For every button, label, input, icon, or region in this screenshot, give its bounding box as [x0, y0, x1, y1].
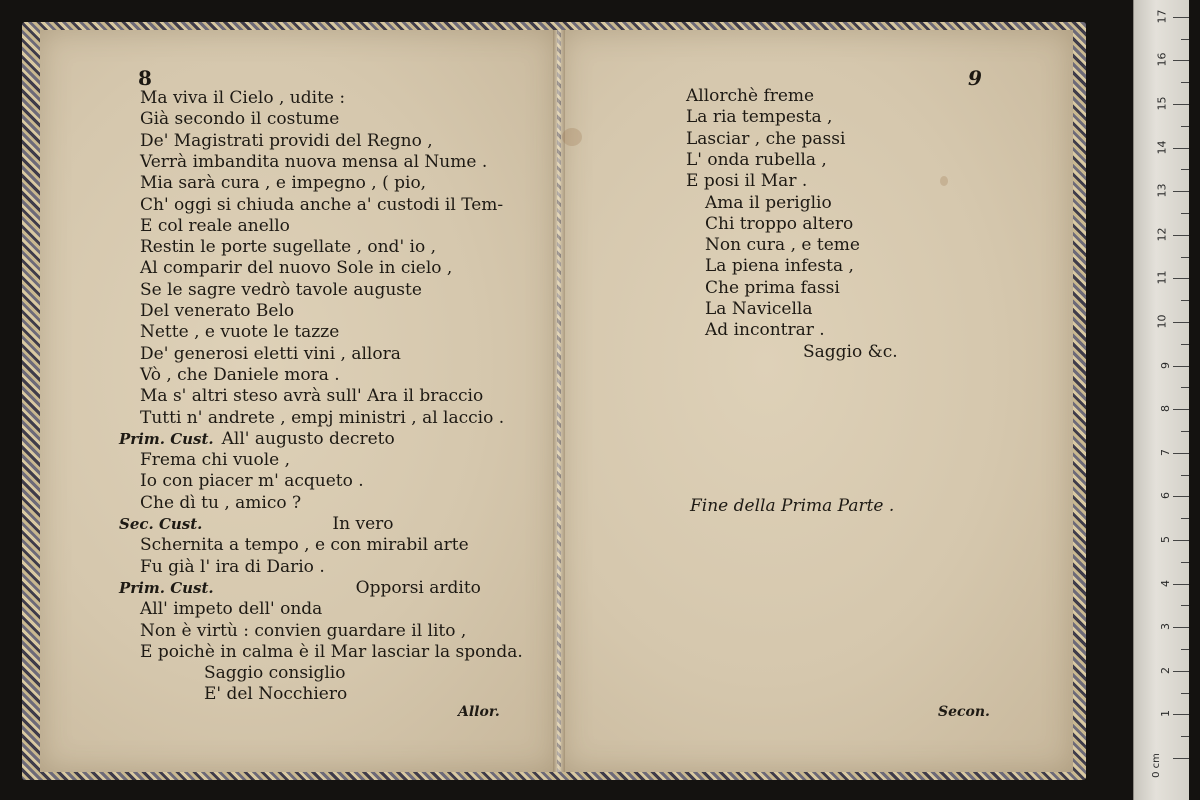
verse-line: Ch' oggi si chiuda anche a' custodi il Tem-: [140, 194, 504, 215]
ruler-number: 17: [1155, 9, 1169, 24]
verse-line: Del venerato Belo: [140, 301, 295, 321]
ruler-tick: [1173, 17, 1189, 18]
ruler-number: 11: [1155, 270, 1169, 285]
ruler-tick: [1181, 126, 1189, 127]
verse-line: De' Magistrati providi del Regno ,: [140, 130, 433, 151]
ruler-tick: [1181, 257, 1189, 258]
verse-line: Saggio consiglio: [204, 663, 346, 684]
ruler-tick: [1181, 300, 1189, 301]
ruler-tick: [1181, 649, 1189, 650]
verse-line: L' onda rubella ,: [686, 149, 827, 170]
verse-line: Mia sarà cura , e impegno , ( pio,: [140, 173, 427, 194]
verse-line: Nette , e vuote le tazze: [140, 322, 340, 343]
ruler-tick: [1173, 104, 1189, 105]
speaker-label: Sec. Cust.: [119, 515, 203, 533]
verse-line: Verrà imbandita nuova mensa al Nume .: [140, 151, 488, 172]
speaker-label: Prim. Cust.: [119, 578, 214, 597]
verse-line: E poichè in calma è il Mar lasciar la sponda.: [140, 641, 523, 662]
ruler-tick: [1181, 736, 1189, 737]
ruler-tick: [1173, 496, 1189, 497]
ruler-tick: [1173, 366, 1189, 367]
verse-line: Ad incontrar .: [705, 320, 825, 341]
ruler-tick: [1181, 518, 1189, 519]
ruler-number: 1: [1159, 710, 1172, 718]
verse-line: Lasciar , che passi: [686, 128, 846, 149]
ruler-tick: [1173, 191, 1189, 192]
verse-line: All' impeto dell' onda: [140, 599, 323, 620]
ruler-tick: [1181, 475, 1189, 476]
verse-line: Allorchè freme: [686, 86, 815, 106]
verse-line: Fu già l' ira di Dario .: [140, 556, 325, 577]
ruler-tick: [1173, 540, 1189, 541]
verse-line: Non cura , e teme: [705, 235, 860, 256]
verse-line: E' del Nocchiero: [204, 684, 348, 705]
verse-line: Al comparir del nuovo Sole in cielo ,: [140, 258, 453, 279]
paper-stain: [940, 176, 948, 186]
ruler-number: 7: [1159, 448, 1172, 456]
ruler-tick: [1181, 39, 1189, 40]
paper-stain: [562, 128, 582, 146]
verse-line: Restin le porte sugellate , ond' io ,: [140, 237, 436, 258]
ruler-tick: [1173, 278, 1189, 279]
ruler-tick: [1173, 453, 1189, 454]
ruler-tick: [1173, 714, 1189, 715]
verse-line: Che dì tu , amico ?: [140, 492, 302, 513]
verse-line: Ma viva il Cielo , udite :: [140, 88, 346, 108]
measuring-ruler: [1133, 0, 1189, 800]
ruler-tick: [1173, 627, 1189, 628]
ruler-tick: [1181, 605, 1189, 606]
ruler-number: 12: [1155, 227, 1169, 242]
verse-line: La piena infesta ,: [705, 256, 854, 277]
verse-line: Chi troppo altero: [705, 213, 854, 234]
verse-line: Schernita a tempo , e con mirabil arte: [140, 535, 469, 556]
ruler-tick: [1181, 387, 1189, 388]
ruler-tick: [1173, 235, 1189, 236]
ruler-number: 8: [1159, 405, 1172, 413]
ruler-tick: [1173, 322, 1189, 323]
catchword-right: Secon.: [938, 704, 990, 720]
ruler-tick: [1173, 148, 1189, 149]
verse-line: Vò , che Daniele mora .: [140, 364, 340, 385]
ruler-number: 13: [1155, 183, 1169, 198]
ruler-tick: [1173, 60, 1189, 61]
ruler-number: 5: [1159, 536, 1172, 543]
verse-line: [119, 429, 395, 450]
ruler-tick: [1181, 82, 1189, 83]
ruler-tick: [1173, 758, 1189, 759]
verse-line: E posi il Mar .: [686, 171, 808, 192]
ruler-tick: [1173, 584, 1189, 585]
ruler-number: 3: [1159, 623, 1172, 631]
verse-text: In vero: [332, 514, 394, 534]
page-number-right: 9: [968, 66, 982, 90]
verse-line: Se le sagre vedrò tavole auguste: [140, 279, 422, 300]
ruler-tick: [1181, 213, 1189, 214]
speaker-label: Prim. Cust.: [119, 429, 214, 448]
ruler-number: 2: [1159, 666, 1172, 674]
verse-text: All' augusto decreto: [221, 428, 395, 449]
verse-line: La Navicella: [705, 299, 813, 319]
verse-line: Che prima fassi: [705, 277, 840, 298]
ruler-number: 15: [1155, 96, 1169, 111]
ruler-number: 4: [1159, 579, 1172, 587]
ruler-tick: [1181, 693, 1189, 694]
verse-line: [119, 578, 481, 599]
ruler-tick: [1173, 409, 1189, 410]
ruler-number: 14: [1155, 140, 1169, 155]
end-of-part-title: Fine della Prima Parte .: [690, 496, 895, 516]
ruler-unit-label: 0 cm: [1151, 753, 1163, 778]
verse-line: Tutti n' andrete , empj ministri , al laccio .: [140, 407, 505, 428]
verse-line: Ma s' altri steso avrà sull' Ara il braccio: [140, 386, 484, 407]
verse-line: La ria tempesta ,: [686, 107, 833, 128]
verse-text: Opporsi ardito: [355, 577, 481, 598]
verse-line: Frema chi vuole ,: [140, 450, 291, 471]
verse-line: [119, 514, 394, 535]
ruler-tick: [1181, 344, 1189, 345]
catchword-left: Allor.: [458, 704, 500, 720]
ruler-number: 6: [1159, 492, 1172, 500]
verse-line: Saggio &c.: [803, 341, 898, 362]
ruler-tick: [1181, 431, 1189, 432]
ruler-number: 9: [1159, 361, 1172, 369]
verse-line: Io con piacer m' acqueto .: [140, 471, 364, 492]
page-number-left: 8: [138, 66, 152, 90]
verse-line: E col reale anello: [140, 215, 290, 236]
verse-line: Già secondo il costume: [140, 109, 340, 130]
verse-line: Non è virtù : convien guardare il lito ,: [140, 620, 467, 641]
ruler-tick: [1173, 671, 1189, 672]
verse-line: De' generosi eletti vini , allora: [140, 343, 401, 364]
verse-line: Ama il periglio: [705, 192, 832, 213]
ruler-number: 10: [1155, 314, 1169, 329]
ruler-tick: [1181, 562, 1189, 563]
ruler-number: 16: [1155, 52, 1169, 67]
ruler-tick: [1181, 169, 1189, 170]
